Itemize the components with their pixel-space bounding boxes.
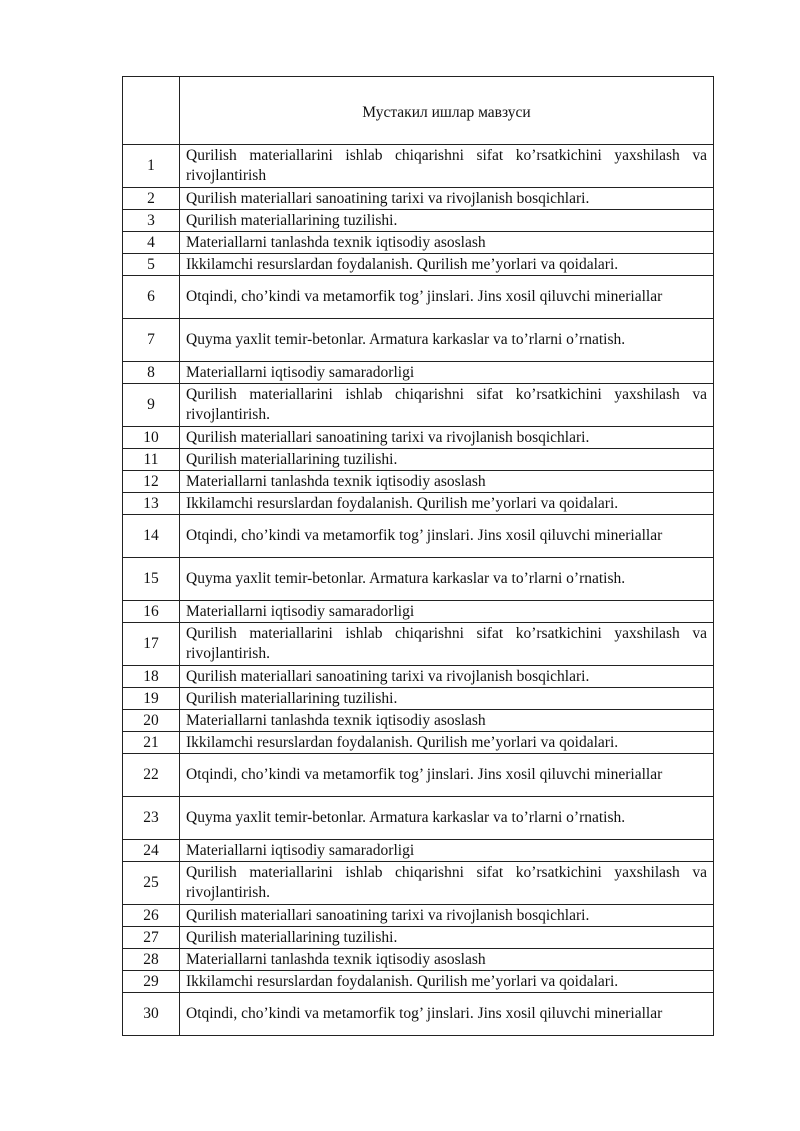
topics-table — [122, 76, 714, 1036]
row-topic: Qurilish materiallarining tuzilishi. — [180, 210, 714, 232]
row-topic: Qurilish materiallarining tuzilishi. — [180, 688, 714, 710]
table-row — [123, 319, 714, 362]
row-topic: Qurilish materiallari sanoatining tarixi va rivojlanish bosqichlari. — [180, 427, 714, 449]
table-row — [123, 601, 714, 623]
table-row — [123, 797, 714, 840]
row-topic: Quyma yaxlit temir-betonlar. Armatura karkaslar va to’rlarni o’rnatish. — [180, 558, 714, 601]
table-body — [123, 145, 714, 1036]
row-number: 8 — [123, 362, 180, 384]
row-number: 20 — [123, 710, 180, 732]
table-row — [123, 362, 714, 384]
table-row — [123, 232, 714, 254]
table-row — [123, 558, 714, 601]
table-row — [123, 493, 714, 515]
table-row — [123, 949, 714, 971]
table-row — [123, 254, 714, 276]
row-number: 4 — [123, 232, 180, 254]
table-row — [123, 471, 714, 493]
row-number: 9 — [123, 384, 180, 427]
row-number: 2 — [123, 188, 180, 210]
table-row — [123, 427, 714, 449]
table-row — [123, 666, 714, 688]
row-topic: Otqindi, cho’kindi va metamorfik tog’ jinslari. Jins xosil qiluvchi mineriallar — [180, 515, 714, 558]
table-row — [123, 515, 714, 558]
table-row — [123, 927, 714, 949]
row-number: 28 — [123, 949, 180, 971]
table-header-row — [123, 77, 714, 145]
row-number: 16 — [123, 601, 180, 623]
row-topic: Ikkilamchi resurslardan foydalanish. Qurilish me’yorlari va qoidalari. — [180, 254, 714, 276]
row-number: 11 — [123, 449, 180, 471]
row-topic: Materiallarni tanlashda texnik iqtisodiy asoslash — [180, 232, 714, 254]
row-topic: Qurilish materiallarini ishlab chiqarishni sifat ko’rsatkichini yaxshilash va rivojlantirish. — [180, 623, 714, 666]
row-number: 7 — [123, 319, 180, 362]
table-row — [123, 384, 714, 427]
row-number: 17 — [123, 623, 180, 666]
row-number: 10 — [123, 427, 180, 449]
row-topic: Quyma yaxlit temir-betonlar. Armatura karkaslar va to’rlarni o’rnatish. — [180, 319, 714, 362]
table-row — [123, 449, 714, 471]
row-number: 12 — [123, 471, 180, 493]
row-number: 25 — [123, 862, 180, 905]
row-number: 1 — [123, 145, 180, 188]
row-number: 3 — [123, 210, 180, 232]
table-row — [123, 862, 714, 905]
row-number: 29 — [123, 971, 180, 993]
row-topic: Otqindi, cho’kindi va metamorfik tog’ jinslari. Jins xosil qiluvchi mineriallar — [180, 754, 714, 797]
row-topic: Otqindi, cho’kindi va metamorfik tog’ jinslari. Jins xosil qiluvchi mineriallar — [180, 276, 714, 319]
row-number: 27 — [123, 927, 180, 949]
row-number: 23 — [123, 797, 180, 840]
row-topic: Otqindi, cho’kindi va metamorfik tog’ jinslari. Jins xosil qiluvchi mineriallar — [180, 993, 714, 1036]
row-number: 21 — [123, 732, 180, 754]
row-number: 19 — [123, 688, 180, 710]
table-row — [123, 688, 714, 710]
table-row — [123, 276, 714, 319]
row-number: 6 — [123, 276, 180, 319]
row-topic: Qurilish materiallari sanoatining tarixi va rivojlanish bosqichlari. — [180, 666, 714, 688]
row-topic: Materiallarni tanlashda texnik iqtisodiy asoslash — [180, 710, 714, 732]
table-row — [123, 145, 714, 188]
row-topic: Qurilish materiallarini ishlab chiqarishni sifat ko’rsatkichini yaxshilash va rivojlantirish — [180, 145, 714, 188]
row-topic: Materiallarni iqtisodiy samaradorligi — [180, 362, 714, 384]
table-row — [123, 840, 714, 862]
row-topic: Materiallarni iqtisodiy samaradorligi — [180, 840, 714, 862]
topic-column-header: Мустакил ишлар мавзуси — [180, 77, 714, 145]
row-number: 22 — [123, 754, 180, 797]
row-topic: Qurilish materiallarining tuzilishi. — [180, 449, 714, 471]
row-topic: Qurilish materiallarining tuzilishi. — [180, 927, 714, 949]
row-topic: Qurilish materiallari sanoatining tarixi va rivojlanish bosqichlari. — [180, 905, 714, 927]
table-row — [123, 188, 714, 210]
row-topic: Ikkilamchi resurslardan foydalanish. Qurilish me’yorlari va qoidalari. — [180, 493, 714, 515]
row-number: 5 — [123, 254, 180, 276]
table-row — [123, 993, 714, 1036]
table-row — [123, 905, 714, 927]
number-column-header — [123, 77, 180, 145]
table-row — [123, 732, 714, 754]
table-row — [123, 971, 714, 993]
row-number: 15 — [123, 558, 180, 601]
table-row — [123, 710, 714, 732]
row-number: 13 — [123, 493, 180, 515]
table-row — [123, 210, 714, 232]
row-number: 14 — [123, 515, 180, 558]
row-topic: Qurilish materiallarini ishlab chiqarishni sifat ko’rsatkichini yaxshilash va rivojlantirish. — [180, 384, 714, 427]
table-row — [123, 623, 714, 666]
row-topic: Qurilish materiallari sanoatining tarixi va rivojlanish bosqichlari. — [180, 188, 714, 210]
row-topic: Quyma yaxlit temir-betonlar. Armatura karkaslar va to’rlarni o’rnatish. — [180, 797, 714, 840]
row-number: 24 — [123, 840, 180, 862]
row-topic: Qurilish materiallarini ishlab chiqarishni sifat ko’rsatkichini yaxshilash va rivojlantirish. — [180, 862, 714, 905]
row-topic: Ikkilamchi resurslardan foydalanish. Qurilish me’yorlari va qoidalari. — [180, 971, 714, 993]
row-number: 30 — [123, 993, 180, 1036]
row-topic: Materiallarni tanlashda texnik iqtisodiy asoslash — [180, 949, 714, 971]
row-topic: Materiallarni tanlashda texnik iqtisodiy asoslash — [180, 471, 714, 493]
row-number: 18 — [123, 666, 180, 688]
table-row — [123, 754, 714, 797]
row-number: 26 — [123, 905, 180, 927]
row-topic: Materiallarni iqtisodiy samaradorligi — [180, 601, 714, 623]
row-topic: Ikkilamchi resurslardan foydalanish. Qurilish me’yorlari va qoidalari. — [180, 732, 714, 754]
